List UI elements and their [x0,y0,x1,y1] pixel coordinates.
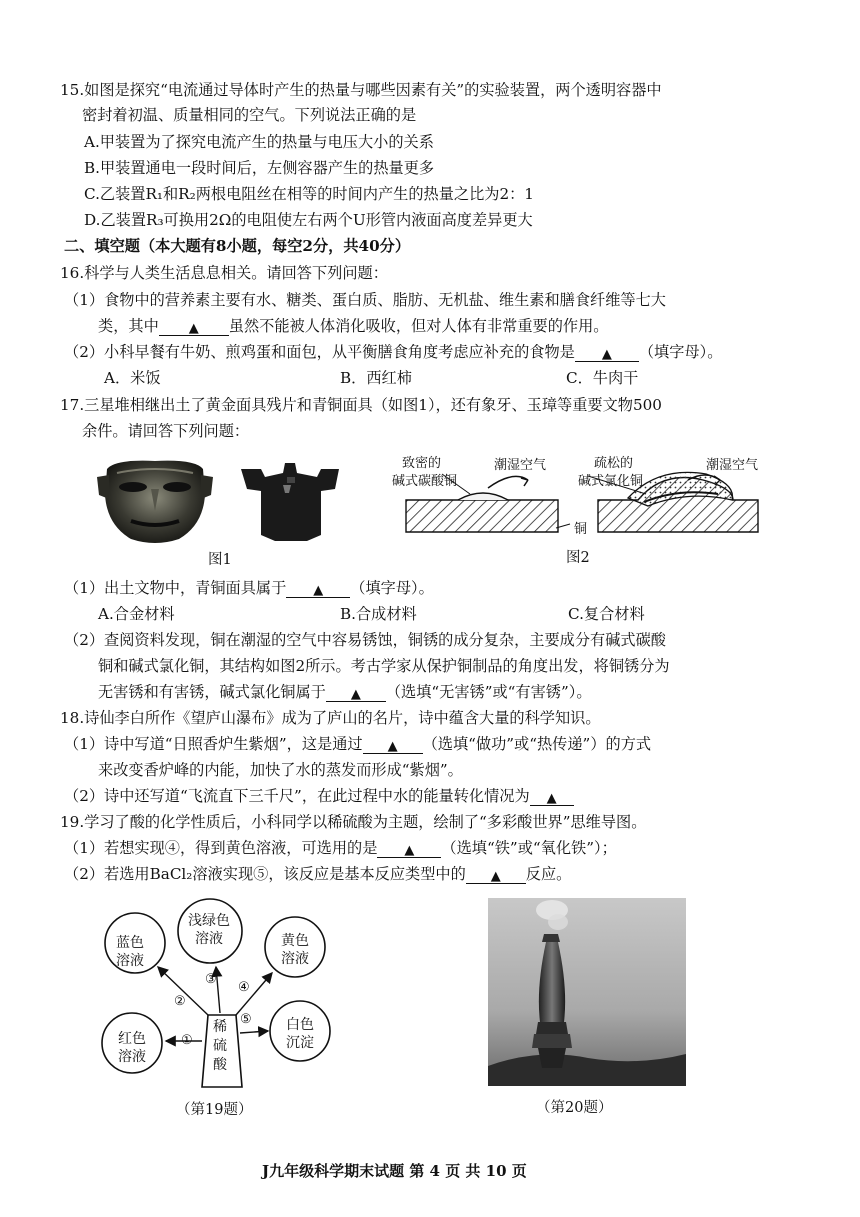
q16-part2-pre: （2）小科早餐有牛奶、煎鸡蛋和面包，从平衡膳食角度考虑应补充的食物是 [64,343,575,361]
q19-part1-post: （选填“铁”或“氧化铁”）； [441,839,617,857]
q16-part1-line1: （1）食物中的营养素主要有水、糖类、蛋白质、脂肪、无机盐、维生素和膳食纤维等七大 [64,291,666,309]
q17-stem-line1: 17.三星堆相继出土了黄金面具残片和青铜面具（如图1），还有象牙、玉璋等重要文物500 [60,396,662,414]
triangle-icon: ▲ [350,687,361,702]
triangle-icon: ▲ [188,321,199,336]
q18-part2-pre: （2）诗中还写道“飞流直下三千尺”，在此过程中水的能量转化情况为 [64,787,530,805]
q18-stem: 18.诗仙李白所作《望庐山瀑布》成为了庐山的名片，诗中蕴含大量的科学知识。 [60,709,601,727]
answer-blank[interactable] [377,839,441,858]
fig2-label-air1: 潮湿空气 [494,458,547,473]
triangle-icon: ▲ [404,843,415,858]
q18-part1-pre: （1）诗中写道“日照香炉生紫烟”，这是通过 [64,735,363,753]
num-3: ③ [205,972,217,987]
q19-stem: 19.学习了酸的化学性质后，小科同学以稀硫酸为主题，绘制了“多彩酸世界”思维导图。 [60,813,647,831]
q19-caption: （第19题） [176,1102,253,1118]
q16-part1-pre: 类，其中 [98,317,159,335]
q15-stem-line1: 15.如图是探究“电流通过导体时产生的热量与哪些因素有关”的实验装置，两个透明容器中 [60,81,662,99]
fig2-label-copper: 铜 [574,522,588,537]
q18-part1-line2: 来改变香炉峰的内能，加快了水的蒸发而形成“紫烟”。 [98,761,463,779]
page-footer: J九年级科学期末试题 第 4 页 共 10 页 [262,1162,527,1180]
center-label: 稀硫酸 [213,1019,227,1073]
section-title: 二、填空题（本大题有8小题，每空2分，共40分） [64,237,411,255]
q19-part1-pre: （1）若想实现④，得到黄色溶液，可选用的是 [64,839,378,857]
num-2: ② [174,994,186,1009]
q17-stem-line2: 余件。请回答下列问题： [82,422,250,440]
figure2-caption: 图2 [566,550,590,566]
q17-part2-line2: 铜和碱式氯化铜，其结构如图2所示。考古学家从保护铜制品的角度出发，将铜锈分为 [98,657,670,675]
fig2-label-loose: 疏松的 [594,456,634,471]
num-1: ① [181,1033,193,1048]
q17-part2-line1: （2）查阅资料发现，铜在潮湿的空气中容易锈蚀，铜锈的成分复杂，主要成分有碱式碳酸 [64,631,666,649]
q16-option-c: C．牛肉干 [566,369,639,387]
fig2-label-air2: 潮湿空气 [706,458,759,473]
figure1-caption: 图1 [208,552,232,568]
num-5: ⑤ [240,1012,252,1027]
q19-part2 [64,864,571,884]
q16-option-b: B．西红柿 [340,369,412,387]
answer-blank[interactable] [286,579,350,598]
q17-part1 [64,578,434,598]
q17-option-b: B.合成材料 [340,605,417,623]
q19-part1 [64,838,617,858]
q15-option-d: D.乙装置R₃可换用2Ω的电阻使左右两个U形管内液面高度差异更大 [84,211,533,229]
q15-option-b: B.甲装置通电一段时间后，左侧容器产生的热量更多 [84,159,435,177]
answer-blank[interactable] [363,735,423,754]
fig2-label-dense2: 碱式碳酸铜 [392,474,458,489]
triangle-icon: ▲ [313,583,324,598]
q17-part2-post: （选填“无害锈”或“有害锈”）。 [385,683,592,701]
node-red-label: 红色溶液 [118,1031,146,1065]
gold-mask-fragment-image [241,463,339,541]
q16-part1-line2 [98,316,608,336]
q17-part1-pre: （1）出土文物中，青铜面具属于 [64,579,287,597]
answer-blank[interactable] [159,317,229,336]
node-green-label: 浅绿色溶液 [188,913,230,947]
q19-part2-pre: （2）若选用BaCl₂溶液实现⑤，该反应是基本反应类型中的 [64,865,466,883]
answer-blank[interactable] [466,865,526,884]
q16-part1-post: 虽然不能被人体消化吸收，但对人体有非常重要的作用。 [228,317,609,335]
q17-option-c: C.复合材料 [568,605,645,623]
q17-part2-pre: 无害锈和有害锈，碱式氯化铜属于 [98,683,326,701]
triangle-icon: ▲ [490,869,501,884]
q17-part2-line3 [98,682,592,702]
fig2-label-dense: 致密的 [402,456,442,471]
num-4: ④ [238,980,250,995]
q16-option-a: A．米饭 [104,369,161,387]
q15-stem-line2: 密封着初温、质量相同的空气。下列说法正确的是 [82,106,417,124]
triangle-icon: ▲ [546,791,557,806]
q20-caption: （第20题） [536,1100,613,1116]
triangle-icon: ▲ [387,739,398,754]
q18-part2 [64,786,574,806]
answer-blank[interactable] [326,683,386,702]
q16-part2-post: （填字母）。 [638,343,723,361]
q20-photo-incense-burner [488,898,686,1086]
q16-part2 [64,342,722,362]
q19-part2-post: 反应。 [525,865,572,883]
node-white-label: 白色沉淀 [286,1017,314,1051]
q15-option-c: C.乙装置R₁和R₂两根电阻丝在相等的时间内产生的热量之比为2：1 [84,185,534,203]
triangle-icon: ▲ [601,347,612,362]
q18-part1-post: （选填“做功”或“热传递”）的方式 [422,735,652,753]
q16-stem: 16.科学与人类生活息息相关。请回答下列问题： [60,264,388,282]
q17-part1-post: （填字母）。 [350,579,434,597]
figure1-masks [95,455,355,545]
q15-option-a: A.甲装置为了探究电流产生的热量与电压大小的关系 [84,133,434,151]
node-yellow-label: 黄色溶液 [281,933,309,967]
bronze-mask-image [97,461,213,543]
answer-blank[interactable] [575,343,639,362]
q18-part1-line1 [64,734,651,754]
q17-option-a: A.合金材料 [98,605,175,623]
fig2-label-loose2: 碱式氯化铜 [578,474,644,489]
node-blue-label: 蓝色溶液 [116,935,144,969]
answer-blank[interactable] [530,787,574,806]
